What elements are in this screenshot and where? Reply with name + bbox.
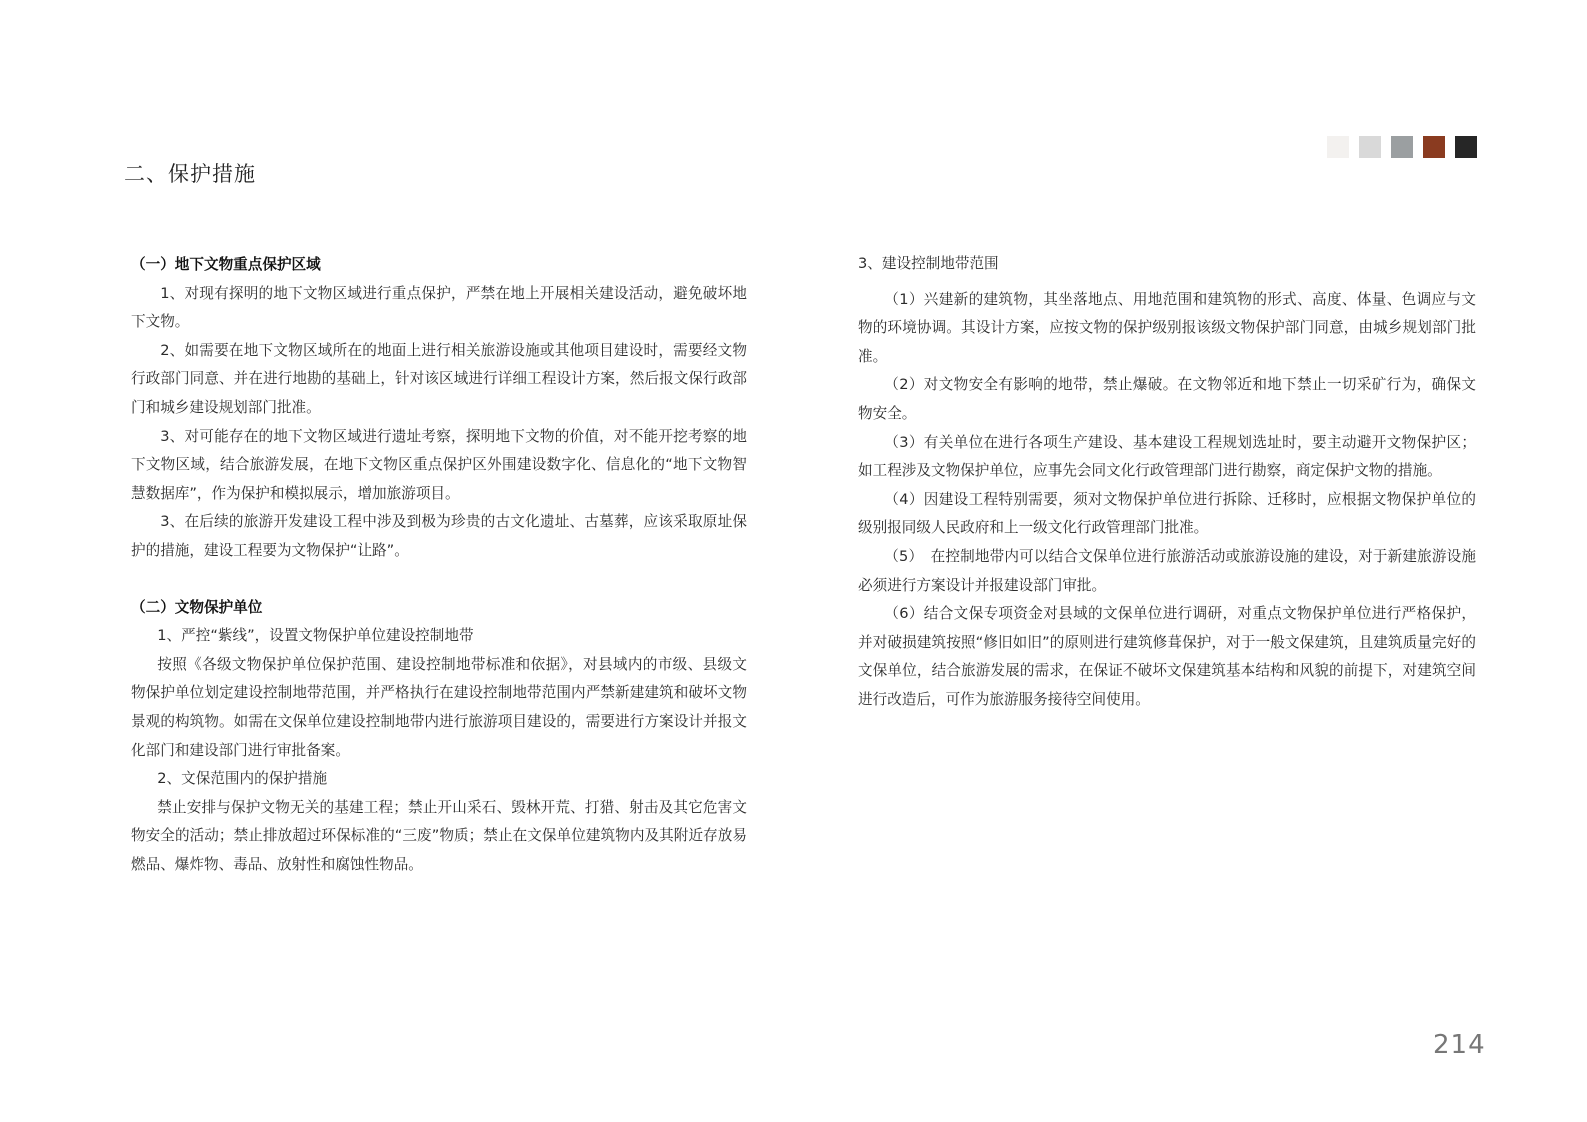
list-item: （2）对文物安全有影响的地带，禁止爆破。在文物邻近和地下禁止一切采矿行为，确保文物安全。 [858,376,1476,422]
palette-swatch-3 [1391,136,1413,158]
list-item: （6）结合文保专项资金对县域的文保单位进行调研，对重点文物保护单位进行严格保护，并对破损建筑按照“修旧如旧”的原则进行建筑修葺保护，对于一般文保建筑，且建筑质量完好的文保单位，结合旅游发展的需求，在保证不破坏文保建筑基本结构和风貌的前提下，对建筑空间进行改造后，可作为旅游服务接待空间使用。 [858,605,1476,708]
page-title: 二、保护措施 [124,162,256,186]
paragraph: 3、对可能存在的地下文物区域进行遗址考察，探明地下文物的价值，对不能开挖考察的地下文物区域，结合旅游发展，在地下文物区重点保护区外围建设数字化、信息化的“地下文物智慧数据库”，作为保护和模拟展示，增加旅游项目。 [131,427,747,502]
subheading: 1、严控“紫线”，设置文物保护单位建设控制地带 [157,627,474,645]
paragraph: 1、对现有探明的地下文物区域进行重点保护，严禁在地上开展相关建设活动，避免破坏地下文物。 [131,284,747,331]
list-item: （3）有关单位在进行各项生产建设、基本建设工程规划选址时，要主动避开文物保护区；如工程涉及文物保护单位，应事先会同文化行政管理部门进行勘察，商定保护文物的措施。 [858,433,1476,480]
paragraph: 2、如需要在地下文物区域所在的地面上进行相关旅游设施或其他项目建设时，需要经文物行政部门同意、并在进行地勘的基础上，针对该区域进行详细工程设计方案，然后报文保行政部门和城乡建设规划部门批准。 [131,341,747,416]
palette-swatch-1 [1327,136,1349,158]
left-column [131,251,747,879]
spacer [131,566,747,594]
paragraph: 禁止安排与保护文物无关的基建工程；禁止开山采石、毁林开荒、打猎、射击及其它危害文物安全的活动；禁止排放超过环保标准的“三废”物质；禁止在文保单位建筑物内及其附近存放易燃品、爆炸物、毒品、放射性和腐蚀性物品。 [131,798,747,873]
section-heading-protection-units: （二）文物保护单位 [131,598,263,616]
paragraph: 按照《各级文物保护单位保护范围、建设控制地带标准和依据》，对县域内的市级、县级文物保护单位划定建设控制地带范围，并严格执行在建设控制地带范围内严禁新建建筑和破坏文物景观的构筑物。如需在文保单位建设控制地带内进行旅游项目建设的，需要进行方案设计并报文化部门和建设部门进行审批备案。 [131,655,747,759]
subheading: 3、建设控制地带范围 [858,255,999,272]
color-palette [1327,136,1477,158]
paragraph: 3、在后续的旅游开发建设工程中涉及到极为珍贵的古文化遗址、古墓葬，应该采取原址保护的措施，建设工程要为文物保护“让路”。 [131,513,747,559]
section-heading-underground-relics: （一）地下文物重点保护区域 [131,256,321,273]
palette-swatch-4 [1423,136,1445,158]
palette-swatch-5 [1455,136,1477,158]
palette-swatch-2 [1359,136,1381,158]
page-number: 214 [1433,1030,1486,1060]
list-item: （5） 在控制地带内可以结合文保单位进行旅游活动或旅游设施的建设，对于新建旅游设施必须进行方案设计并报建设部门审批。 [858,547,1476,594]
list-item: （4）因建设工程特别需要，须对文物保护单位进行拆除、迁移时，应根据文物保护单位的级别报同级人民政府和上一级文化行政管理部门批准。 [858,490,1476,537]
subheading: 2、文保范围内的保护措施 [157,770,328,788]
right-column [858,250,1476,715]
list-item: （1）兴建新的建筑物，其坐落地点、用地范围和建筑物的形式、高度、体量、色调应与文物的环境协调。其设计方案，应按文物的保护级别报该级文物保护部门同意，由城乡规划部门批准。 [858,290,1476,365]
